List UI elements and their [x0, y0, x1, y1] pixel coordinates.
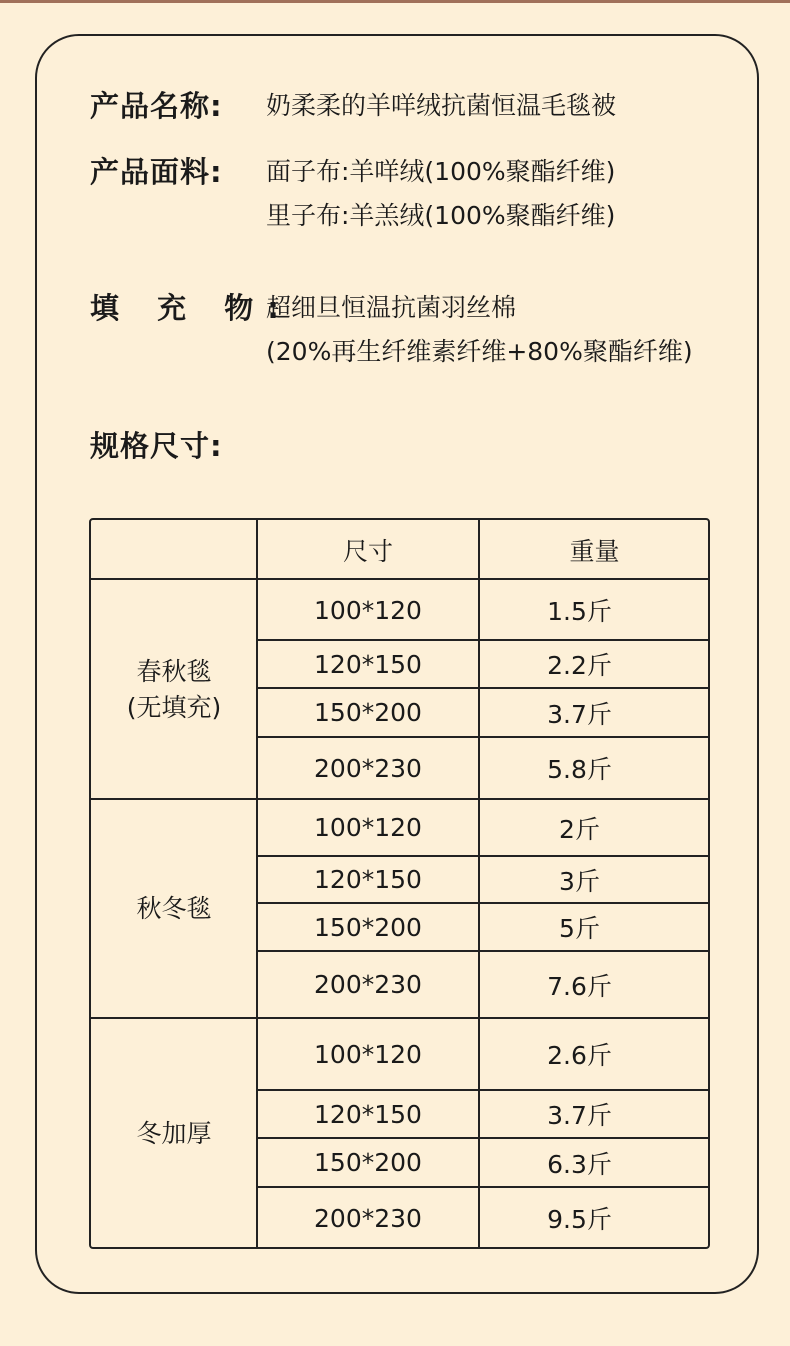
fabric-face: 面子布:羊咩绒(100%聚酯纤维) [266, 157, 616, 186]
filling-row [90, 288, 693, 374]
table-header-weight: 重量 [569, 537, 620, 566]
size-cell: 120*150 [314, 865, 422, 894]
size-cell: 100*120 [314, 1039, 422, 1069]
size-cell: 100*120 [314, 595, 422, 625]
spec-table [89, 518, 710, 1249]
fabric-lining: 里子布:羊羔绒(100%聚酯纤维) [266, 201, 616, 230]
specs-label: 规格尺寸: [90, 429, 223, 463]
weight-cell: 1.5斤 [547, 597, 612, 626]
size-cell: 120*150 [314, 1099, 422, 1129]
size-cell: 150*200 [314, 1148, 422, 1177]
weight-cell: 5斤 [559, 914, 600, 943]
table-header-size: 尺寸 [342, 537, 393, 566]
product-name-label: 产品名称: [90, 89, 223, 123]
weight-cell: 5.8斤 [547, 755, 612, 784]
group-name: 秋冬毯 [136, 893, 212, 923]
product-name-value: 奶柔柔的羊咩绒抗菌恒温毛毯被 [266, 91, 617, 120]
weight-cell: 7.6斤 [547, 971, 612, 1001]
product-name-row [90, 86, 616, 130]
specs-row [90, 426, 266, 466]
fabric-label: 产品面料: [90, 155, 223, 189]
filling-material: 超细旦恒温抗菌羽丝棉 [266, 293, 517, 322]
size-cell: 120*150 [314, 649, 422, 679]
weight-cell: 6.3斤 [547, 1149, 612, 1179]
group-note: (无填充) [126, 692, 222, 722]
size-cell: 150*200 [314, 698, 422, 727]
size-cell: 200*230 [314, 1203, 422, 1233]
weight-cell: 2斤 [559, 814, 600, 844]
weight-cell: 3.7斤 [547, 699, 612, 729]
group-name: 春秋毯 [136, 656, 212, 686]
fabric-row [90, 152, 615, 238]
filling-label: 填 充 物: [90, 291, 293, 325]
filling-composition: (20%再生纤维素纤维+80%聚酯纤维) [266, 337, 693, 366]
weight-cell: 3斤 [559, 866, 600, 896]
weight-cell: 9.5斤 [547, 1205, 612, 1234]
group-label-autumn-winter [91, 799, 257, 1018]
size-cell: 200*230 [314, 970, 422, 999]
weight-cell: 2.6斤 [547, 1041, 612, 1070]
group-label-spring-autumn [91, 580, 257, 799]
group-label-winter-thick [91, 1018, 257, 1249]
table-header-empty [91, 520, 257, 580]
size-cell: 200*230 [314, 753, 422, 783]
size-cell: 150*200 [314, 912, 422, 942]
group-name: 冬加厚 [136, 1118, 212, 1148]
top-divider [0, 0, 790, 3]
size-cell: 100*120 [314, 813, 422, 842]
weight-cell: 2.2斤 [547, 651, 612, 680]
weight-cell: 3.7斤 [547, 1101, 612, 1130]
